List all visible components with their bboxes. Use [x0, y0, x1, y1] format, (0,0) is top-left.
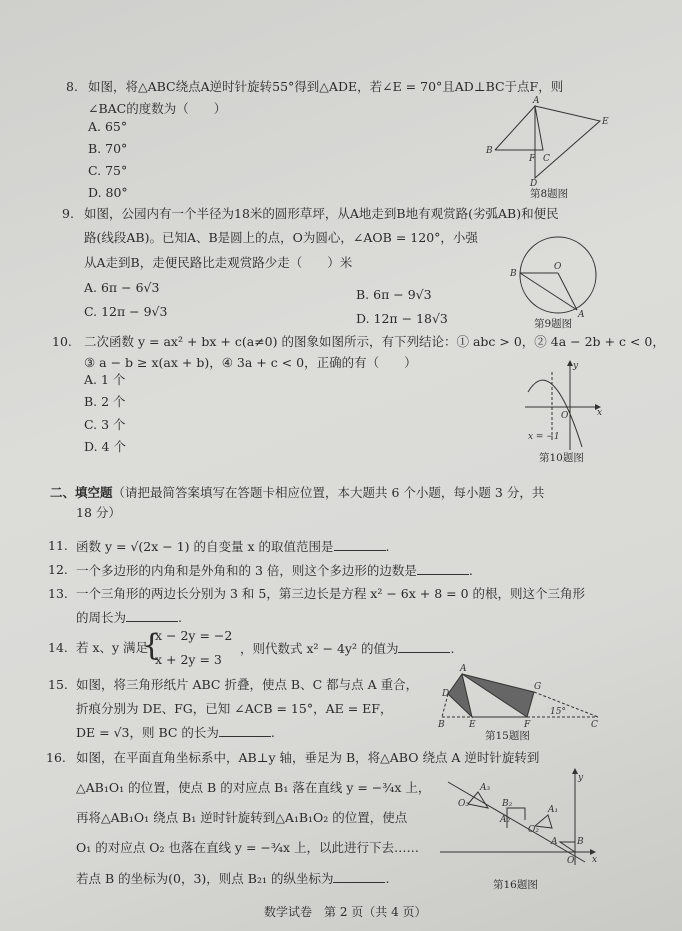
section2-note-2: 18 分）	[76, 505, 121, 520]
svg-text:E: E	[602, 117, 609, 127]
q14-brace: {	[142, 628, 162, 663]
q8-caption: 第8题图	[530, 188, 569, 200]
svg-text:F: F	[529, 154, 536, 164]
q8-option-b: B. 70°	[88, 141, 128, 156]
q10-figure	[525, 362, 605, 452]
q16-line: 若点 B 的坐标为(0，3)，则点 B₂₁ 的纵坐标为	[76, 871, 334, 886]
q12-line: 一个多边形的内角和是外角和的 3 倍，则这个多边形的边数是	[76, 563, 417, 578]
q10-option-c: C. 3 个	[84, 417, 126, 432]
svg-text:A₂: A₂	[500, 815, 511, 825]
svg-text:O: O	[561, 411, 569, 421]
svg-text:B: B	[486, 146, 493, 156]
q9-text-3: 从A走到B，走便民路比走观赏路少走（ ）米	[84, 255, 353, 270]
q14-text-b: ，则代数式 x² − 4y² 的值为 .	[240, 641, 455, 656]
q14-number: 14.	[48, 640, 68, 655]
svg-text:B: B	[510, 269, 517, 279]
svg-text:O₂: O₂	[528, 825, 539, 835]
q15-line: DE = √3，则 BC 的长为	[76, 725, 219, 740]
q14-line: ，则代数式 x² − 4y² 的值为	[240, 641, 399, 656]
q9-option-b: B. 6π − 9√3	[356, 287, 432, 302]
section2-heading	[50, 485, 544, 501]
q8-number: 8.	[66, 79, 78, 94]
q10-option-a: A. 1 个	[84, 372, 126, 387]
q9-number: 9.	[62, 206, 74, 221]
q16-text-5: 若点 B 的坐标为(0，3)，则点 B₂₁ 的纵坐标为 .	[76, 871, 390, 886]
q11-line: 函数 y = √(2x − 1) 的自变量 x 的取值范围是	[76, 539, 334, 554]
q8-option-a: A. 65°	[88, 119, 128, 134]
q16-text-3: 再将△AB₁O₁ 绕点 B₁ 逆时针旋转到△A₁B₁O₂ 的位置，使点	[76, 810, 408, 825]
svg-text:A: A	[578, 310, 585, 320]
svg-text:x: x	[592, 855, 598, 865]
q14-text-a: 若 x、y 满足	[76, 640, 149, 655]
q9-option-c: C. 12π − 9√3	[84, 304, 168, 319]
q12-text: 一个多边形的内角和是外角和的 3 倍，则这个多边形的边数是 .	[76, 563, 473, 578]
svg-text:B₂: B₂	[502, 799, 513, 809]
q14-eq-1: x − 2y = −2	[155, 628, 233, 643]
svg-text:E: E	[469, 720, 476, 730]
svg-text:y: y	[578, 773, 584, 783]
q9-option-a: A. 6π − 6√3	[84, 280, 160, 295]
q8-text-2: ∠BAC的度数为（ ）	[88, 101, 227, 116]
svg-text:A₃: A₃	[480, 783, 491, 793]
q8-figure	[486, 96, 615, 189]
q13-answer-blank[interactable]	[126, 609, 178, 622]
q15-figure	[438, 664, 600, 730]
q13-text-1: 一个三角形的两边长分别为 3 和 5，第三边长是方程 x² − 6x + 8 = 0 的根，则这个三角形	[76, 586, 586, 601]
q12-answer-blank[interactable]	[417, 562, 469, 575]
q9-figure	[510, 237, 602, 320]
q16-text-2: △AB₁O₁ 的位置，使点 B 的对应点 B₁ 落在直线 y = −¾x 上，	[76, 780, 431, 795]
q13-number: 13.	[48, 586, 68, 601]
svg-text:y: y	[573, 361, 579, 371]
svg-text:G: G	[534, 682, 542, 692]
q14-answer-blank[interactable]	[398, 640, 450, 653]
svg-text:O: O	[554, 262, 562, 272]
q16-number: 16.	[46, 750, 66, 765]
section2-note: （请把最简答案填写在答题卡相应位置，本大题共 6 个小题，每小题 3 分，共	[112, 485, 545, 500]
q12-number: 12.	[48, 562, 68, 577]
svg-text:F: F	[524, 720, 531, 730]
q10-text-1: 二次函数 y = ax² + bx + c(a≠0) 的图象如图所示，有下列结论：① abc > 0，② 4a − 2b + c < 0，	[84, 334, 665, 349]
svg-text:x: x	[597, 408, 603, 418]
svg-text:O: O	[567, 856, 575, 866]
svg-text:D: D	[442, 689, 450, 699]
q10-number: 10.	[52, 334, 72, 349]
q10-text-2: ③ a − b ≥ x(ax + b)，④ 3a + c < 0，正确的有（ ）	[84, 355, 417, 370]
q8-option-d: D. 80°	[88, 185, 128, 200]
q10-axis-label: x = −1	[528, 432, 560, 442]
q15-text-2: 折痕分别为 DE、FG，已知 ∠ACB = 15°，AE = EF，	[76, 701, 393, 716]
q10-caption: 第10题图	[539, 452, 584, 464]
q16-answer-blank[interactable]	[333, 870, 385, 883]
q14-eq-2: x + 2y = 3	[155, 652, 222, 667]
svg-text:A: A	[460, 664, 467, 674]
svg-text:D: D	[530, 179, 538, 189]
section2-title: 二、填空题	[50, 485, 113, 500]
svg-text:A₁: A₁	[548, 805, 559, 815]
q16-figure	[440, 770, 600, 870]
q13-line: 的周长为	[76, 610, 127, 625]
q13-text-2: 的周长为 .	[76, 610, 182, 625]
svg-text:O₃: O₃	[458, 799, 469, 809]
svg-text:C: C	[591, 720, 598, 730]
q16-text-4: O₁ 的对应点 O₂ 也落在直线 y = −¾x 上，以此进行下去……	[76, 840, 420, 855]
svg-text:A: A	[533, 96, 540, 106]
q8-text-1: 如图，将△ABC绕点A逆时针旋转55°得到△ADE，若∠E = 70°且AD⊥BC于点F，则	[88, 79, 564, 94]
q16-caption: 第16题图	[493, 879, 538, 891]
q15-angle: 15°	[550, 707, 566, 717]
q15-text-1: 如图，将三角形纸片 ABC 折叠，使点 B、C 都与点 A 重合，	[76, 677, 419, 692]
q9-text-2: 路(线段AB)。已知A、B是圆上的点，O为圆心，∠AOB = 120°，小强	[84, 230, 478, 245]
q9-caption: 第9题图	[534, 318, 573, 330]
svg-text:B: B	[577, 837, 584, 847]
q10-option-d: D. 4 个	[84, 439, 126, 454]
q15-answer-blank[interactable]	[219, 724, 271, 737]
q8-option-c: C. 75°	[88, 163, 128, 178]
svg-text:C: C	[543, 154, 550, 164]
svg-text:A: A	[551, 837, 558, 847]
q11-answer-blank[interactable]	[334, 538, 386, 551]
svg-text:B: B	[438, 720, 445, 730]
q16-text-1: 如图，在平面直角坐标系中，AB⊥y 轴，垂足为 B，将△ABO 绕点 A 逆时针旋转到	[76, 750, 540, 765]
q11-text: 函数 y = √(2x − 1) 的自变量 x 的取值范围是 .	[76, 539, 390, 554]
q10-option-b: B. 2 个	[84, 394, 126, 409]
q15-number: 15.	[48, 677, 68, 692]
q9-option-d: D. 12π − 18√3	[356, 311, 448, 326]
page-footer: 数学试卷 第 2 页（共 4 页）	[264, 905, 427, 919]
q15-caption: 第15题图	[485, 730, 530, 742]
q11-number: 11.	[48, 538, 68, 553]
q15-text-3: DE = √3，则 BC 的长为 .	[76, 725, 275, 740]
q9-text-1: 如图，公园内有一个半径为18米的圆形草坪，从A地走到B地有观赏路(劣弧AB)和便民	[84, 206, 559, 221]
